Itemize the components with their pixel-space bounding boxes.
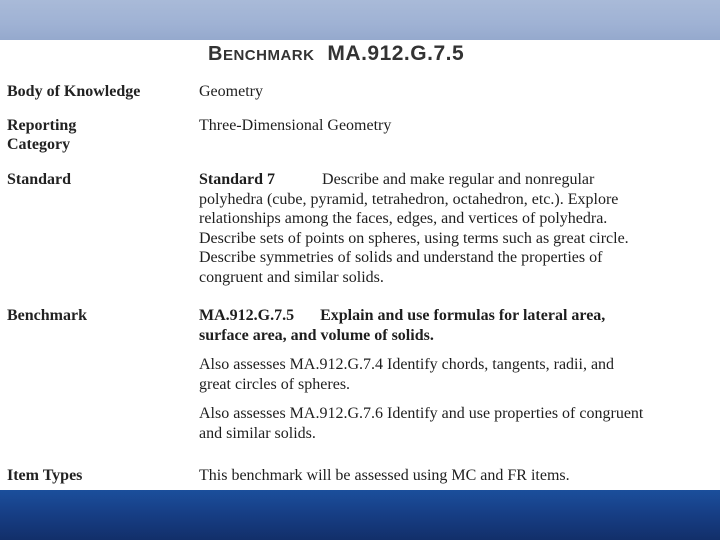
benchmark-title	[208, 42, 464, 66]
row-label: Benchmark	[7, 307, 87, 324]
also-assesses-line: Also assesses MA.912.G.7.6 Identify and use properties of congruent	[199, 405, 644, 423]
also-assesses-g74	[199, 355, 719, 394]
also-assesses-g76	[199, 404, 719, 443]
title-code: MA.912.G.7.5	[327, 42, 465, 65]
benchmark-line: surface area, and volume of solids.	[199, 326, 434, 344]
standard-line: polyhedra (cube, pyramid, tetrahedron, octahedron, etc.). Explore	[199, 190, 619, 208]
also-assesses-line: and similar solids.	[199, 424, 316, 442]
standard-line: relationships among the faces, edges, and vertices of polyhedra.	[199, 210, 608, 228]
bottom-banner	[0, 490, 720, 540]
row-value: Three-Dimensional Geometry	[199, 117, 392, 134]
top-banner	[0, 0, 720, 40]
benchmark-line: Explain and use formulas for lateral area,	[320, 307, 606, 324]
row-value: Geometry	[199, 83, 263, 100]
row-label: Item Types	[7, 467, 83, 484]
standard-line: Describe and make regular and nonregular	[322, 171, 595, 188]
also-assesses-line: Also assesses MA.912.G.7.4 Identify chords, tangents, radii, and	[199, 356, 615, 374]
benchmark-statement	[199, 306, 719, 345]
row-label: Standard	[7, 171, 72, 188]
standard-number: Standard 7	[199, 171, 276, 188]
standard-description	[199, 170, 719, 288]
benchmark-sheet	[0, 40, 720, 490]
row-label: Reporting Category	[7, 117, 77, 153]
title-word-rest: ENCHMARK	[222, 47, 315, 64]
title-word-initial: B	[208, 43, 223, 65]
benchmark-description	[199, 306, 719, 444]
also-assesses-line: great circles of spheres.	[199, 375, 351, 393]
benchmark-code: MA.912.G.7.5	[199, 307, 295, 324]
standard-line: congruent and similar solids.	[199, 268, 384, 286]
standard-line: Describe sets of points on spheres, using terms such as great circle.	[199, 229, 629, 247]
row-label: Body of Knowledge	[7, 83, 141, 100]
standard-line: Describe symmetries of solids and understand the properties of	[199, 249, 603, 267]
row-value: This benchmark will be assessed using MC and FR items.	[199, 467, 570, 484]
